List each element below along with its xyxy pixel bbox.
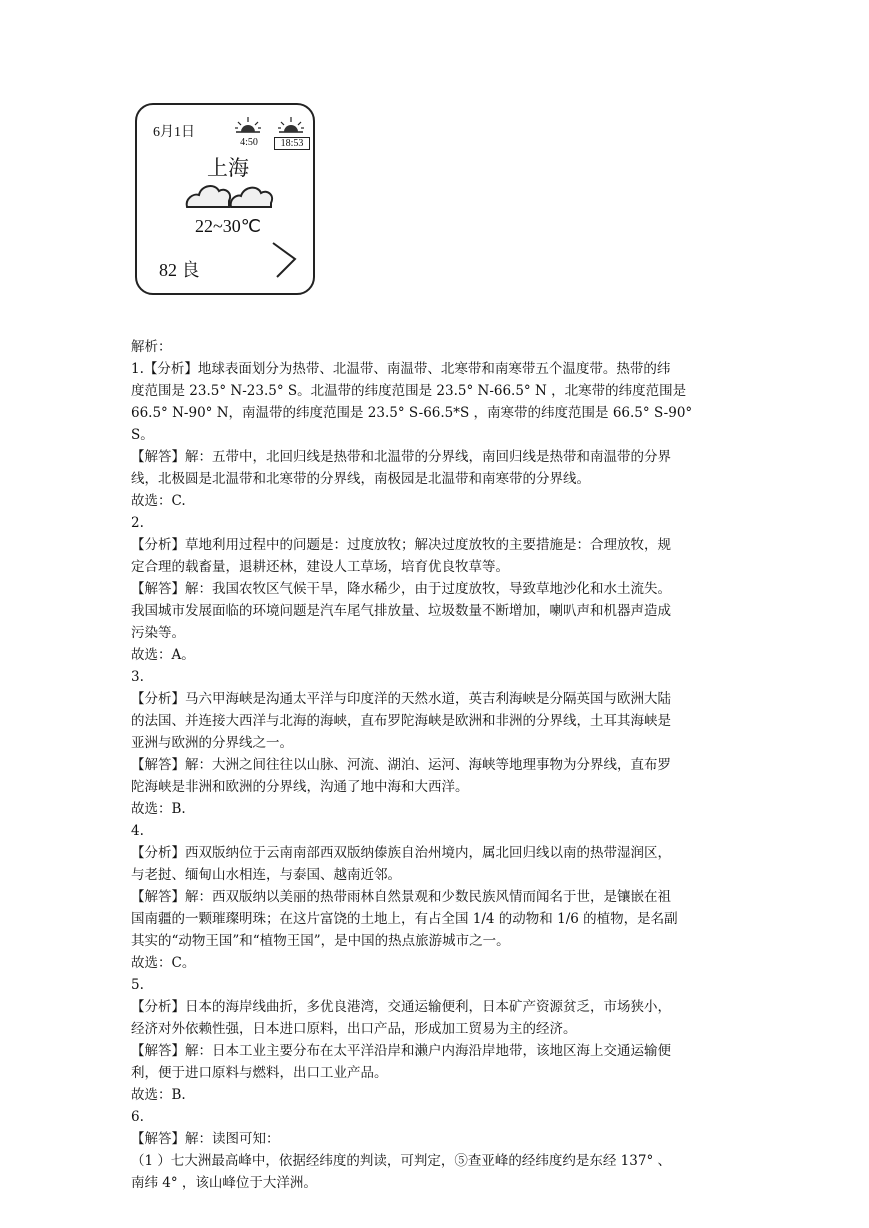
text-line: 故选：C. [131, 493, 186, 509]
cloudy-icon [183, 179, 275, 215]
text-line: 亚洲与欧洲的分界线之一。 [131, 735, 293, 751]
text-line: 国南疆的一颗璀璨明珠；在这片富饶的土地上，有占全国 1/4 的动物和 1/6 的植物，是名副 [131, 911, 678, 927]
text-line: 陀海峡是非洲和欧洲的分界线，沟通了地中海和大西洋。 [131, 779, 469, 795]
text-line: 故选：A。 [131, 647, 195, 663]
weather-card [135, 103, 315, 295]
text-line: 【解答】解：西双版纳以美丽的热带雨林自然景观和少数民族风情而闻名于世，是镶嵌在祖 [131, 889, 671, 905]
text-line: 南纬 4° ，该山峰位于大洋洲。 [131, 1175, 317, 1191]
text-line: 【解答】解：读图可知： [131, 1131, 280, 1147]
text-line: 4. [131, 823, 144, 839]
text-line: 度范围是 23.5° N-23.5° S。北温带的纬度范围是 23.5° N-66.5° N ，北寒带的纬度范围是 [131, 383, 687, 399]
text-line: 【解答】解：五带中，北回归线是热带和北温带的分界线，南回归线是热带和南温带的分界 [131, 449, 671, 465]
text-line: 污染等。 [131, 625, 185, 641]
text-line: 故选：B. [131, 1087, 186, 1103]
chevron-right-icon[interactable] [269, 239, 301, 283]
text-line: 【解答】解：日本工业主要分布在太平洋沿岸和濑户内海沿岸地带，该地区海上交通运输便 [131, 1043, 671, 1059]
text-line: 其实的“动物王国”和“植物王国”，是中国的热点旅游城市之一。 [131, 933, 510, 949]
air-quality-index: 82 良 [159, 260, 200, 280]
text-line: 的法国、并连接大西洋与北海的海峡，直布罗陀海峡是欧洲和非洲的分界线，土耳其海峡是 [131, 713, 671, 729]
text-line: 故选：B. [131, 801, 186, 817]
text-line: 我国城市发展面临的环境问题是汽车尾气排放量、垃圾数量不断增加，喇叭声和机器声造成 [131, 603, 671, 619]
text-line: 3. [131, 669, 144, 685]
text-line: 66.5° N-90° N，南温带的纬度范围是 23.5° S-66.5*S ，南寒带的纬度范围是 66.5° S-90° [131, 405, 693, 421]
sunrise-icon [233, 115, 263, 148]
text-line: 【分析】日本的海岸线曲折，多优良港湾，交通运输便利，日本矿产资源贫乏，市场狭小， [131, 999, 671, 1015]
sunset-time: 18:53 [274, 137, 310, 150]
analysis-text [131, 336, 741, 1194]
temperature-range: 22~30℃ [195, 216, 261, 236]
text-line: 【解答】解：我国农牧区气候干旱，降水稀少，由于过度放牧，导致草地沙化和水土流失。 [131, 581, 671, 597]
text-line: 【分析】马六甲海峡是沟通太平洋与印度洋的天然水道，英吉利海峡是分隔英国与欧洲大陆 [131, 691, 671, 707]
text-line: 故选：C。 [131, 955, 196, 971]
text-line: 1.【分析】地球表面划分为热带、北温带、南温带、北寒带和南寒带五个温度带。热带的纬 [131, 361, 671, 377]
text-line: 线，北极圆是北温带和北寒带的分界线，南极园是北温带和南寒带的分界线。 [131, 471, 590, 487]
text-line: （1 ）七大洲最高峰中，依据经纬度的判读，可判定，⑤查亚峰的经纬度约是东经 137° 、 [131, 1153, 671, 1169]
text-line: 2. [131, 515, 144, 531]
text-line: 【分析】草地利用过程中的问题是：过度放牧；解决过度放牧的主要措施是：合理放牧，规 [131, 537, 671, 553]
text-line: 5. [131, 977, 144, 993]
text-line: 定合理的载畜量，退耕还林，建设人工草场，培育优良牧草等。 [131, 559, 509, 575]
text-line: 【解答】解：大洲之间往往以山脉、河流、湖泊、运河、海峡等地理事物为分界线，直布罗 [131, 757, 671, 773]
sunset-icon [276, 115, 306, 149]
sunrise-time: 4:50 [240, 137, 258, 148]
text-line: 6. [131, 1109, 144, 1125]
text-line: 解析： [131, 339, 172, 355]
text-line: 经济对外依赖性强，日本进口原料，出口产品，形成加工贸易为主的经济。 [131, 1021, 577, 1037]
weather-city: 上海 [207, 156, 249, 180]
text-line: 【分析】西双版纳位于云南南部西双版纳傣族自治州境内，属北回归线以南的热带湿润区， [131, 845, 671, 861]
weather-date: 6月1日 [153, 125, 195, 140]
text-line: S。 [131, 427, 154, 443]
text-line: 与老挝、缅甸山水相连，与泰国、越南近邻。 [131, 867, 401, 883]
text-line: 利，便于进口原料与燃料，出口工业产品。 [131, 1065, 388, 1081]
